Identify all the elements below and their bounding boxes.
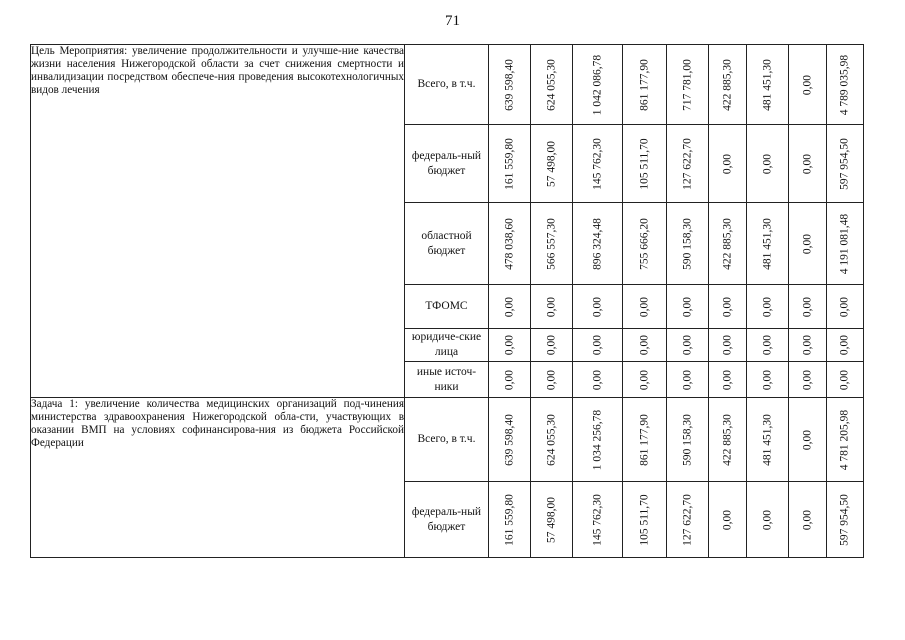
value-cell xyxy=(747,362,789,398)
value-text: 0,00 xyxy=(801,429,813,450)
value-cell xyxy=(489,398,531,482)
value-text: 161 559,80 xyxy=(503,137,515,190)
value-cell xyxy=(667,329,709,362)
value-cell xyxy=(709,125,747,203)
value-text: 0,00 xyxy=(591,369,603,390)
value-cell xyxy=(789,125,827,203)
value-text: 597 954,50 xyxy=(838,137,851,190)
funding-source-label: федераль-ный бюджет xyxy=(405,482,489,558)
value-text: 0,00 xyxy=(503,334,515,356)
value-cell xyxy=(709,329,747,362)
value-cell xyxy=(827,482,864,558)
value-text: 624 055,30 xyxy=(545,58,557,111)
task-description: Задача 1: увеличение количества медицинских организаций под-чинения министерства здравоохранения Нижегородской обла-сти, участвующих в оказании ВМП на условиях софинансирова-ния из бюджета Российской Федерации xyxy=(31,398,405,558)
budget-table xyxy=(30,44,864,558)
value-cell xyxy=(531,329,573,362)
value-text: 0,00 xyxy=(591,296,603,317)
value-cell xyxy=(573,285,623,329)
value-cell xyxy=(623,482,667,558)
value-cell xyxy=(489,362,531,398)
value-text: 105 511,70 xyxy=(638,493,650,546)
value-cell xyxy=(667,398,709,482)
value-text: 0,00 xyxy=(838,296,851,317)
value-text: 0,00 xyxy=(801,233,813,254)
value-text: 127 622,70 xyxy=(681,137,693,190)
value-cell xyxy=(489,285,531,329)
value-text: 896 324,48 xyxy=(591,217,603,270)
value-cell xyxy=(667,362,709,398)
value-text: 0,00 xyxy=(591,334,603,356)
value-text: 127 622,70 xyxy=(681,493,693,546)
value-cell xyxy=(827,285,864,329)
value-cell xyxy=(667,285,709,329)
value-text: 0,00 xyxy=(801,296,813,317)
value-cell xyxy=(573,125,623,203)
goal-row xyxy=(31,45,864,125)
value-text: 481 451,30 xyxy=(761,58,773,111)
value-cell xyxy=(789,203,827,285)
value-text: 57 498,00 xyxy=(545,496,557,543)
value-cell xyxy=(827,362,864,398)
value-cell xyxy=(623,362,667,398)
value-cell xyxy=(489,482,531,558)
value-text: 0,00 xyxy=(761,369,773,390)
funding-source-label: областной бюджет xyxy=(405,203,489,285)
value-cell xyxy=(709,285,747,329)
value-text: 0,00 xyxy=(761,153,773,174)
value-cell xyxy=(623,285,667,329)
value-text: 0,00 xyxy=(681,334,693,356)
value-cell xyxy=(827,203,864,285)
value-cell xyxy=(489,329,531,362)
value-cell xyxy=(531,203,573,285)
value-cell xyxy=(827,329,864,362)
value-cell xyxy=(747,398,789,482)
value-cell xyxy=(789,329,827,362)
goal-description: Цель Мероприятия: увеличение продолжительности и улучше-ние качества жизни населения Нижегородской области за счет снижения смертности и инвалидизации посредством обеспече-ния проведения высокотехнологичных видов лечения xyxy=(31,45,405,398)
value-cell xyxy=(667,125,709,203)
value-cell xyxy=(573,45,623,125)
value-text: 0,00 xyxy=(638,296,650,317)
value-text: 0,00 xyxy=(761,334,773,356)
value-cell xyxy=(747,329,789,362)
value-text: 422 885,30 xyxy=(721,413,733,466)
value-text: 4 789 035,98 xyxy=(838,54,851,115)
value-cell xyxy=(709,203,747,285)
value-text: 0,00 xyxy=(838,334,851,356)
value-text: 145 762,30 xyxy=(591,493,603,546)
value-text: 0,00 xyxy=(801,369,813,390)
value-cell xyxy=(623,203,667,285)
value-text: 755 666,20 xyxy=(638,217,650,270)
value-cell xyxy=(667,45,709,125)
value-cell xyxy=(667,203,709,285)
value-text: 1 034 256,78 xyxy=(591,409,603,470)
value-cell xyxy=(789,45,827,125)
value-text: 161 559,80 xyxy=(503,493,515,546)
value-text: 861 177,90 xyxy=(638,413,650,466)
value-text: 57 498,00 xyxy=(545,140,557,187)
value-cell xyxy=(789,398,827,482)
value-text: 0,00 xyxy=(801,153,813,174)
value-text: 478 038,60 xyxy=(503,217,515,270)
value-cell xyxy=(709,398,747,482)
value-text: 4 781 205,98 xyxy=(838,409,851,470)
value-cell xyxy=(573,329,623,362)
value-text: 0,00 xyxy=(545,334,557,356)
value-cell xyxy=(531,125,573,203)
value-text: 481 451,30 xyxy=(761,413,773,466)
value-text: 590 158,30 xyxy=(681,413,693,466)
funding-source-label: федераль-ный бюджет xyxy=(405,125,489,203)
funding-source-label: Всего, в т.ч. xyxy=(405,45,489,125)
value-cell xyxy=(747,125,789,203)
value-text: 481 451,30 xyxy=(761,217,773,270)
value-text: 105 511,70 xyxy=(638,137,650,190)
value-text: 0,00 xyxy=(638,369,650,390)
value-text: 0,00 xyxy=(721,509,733,530)
value-text: 0,00 xyxy=(838,369,851,390)
value-text: 0,00 xyxy=(801,509,813,530)
value-text: 0,00 xyxy=(761,509,773,530)
value-text: 0,00 xyxy=(801,334,813,356)
value-cell xyxy=(747,285,789,329)
value-cell xyxy=(623,45,667,125)
funding-source-label: Всего, в т.ч. xyxy=(405,398,489,482)
value-text: 0,00 xyxy=(545,296,557,317)
value-text: 0,00 xyxy=(638,334,650,356)
value-cell xyxy=(789,285,827,329)
value-text: 624 055,30 xyxy=(545,413,557,466)
value-text: 0,00 xyxy=(503,369,515,390)
value-text: 0,00 xyxy=(545,369,557,390)
value-cell xyxy=(667,482,709,558)
value-text: 861 177,90 xyxy=(638,58,650,111)
funding-source-label: ТФОМС xyxy=(405,285,489,329)
value-cell xyxy=(623,398,667,482)
value-text: 422 885,30 xyxy=(721,217,733,270)
page-number: 71 xyxy=(445,13,460,29)
value-cell xyxy=(573,203,623,285)
value-text: 0,00 xyxy=(721,153,733,174)
value-text: 0,00 xyxy=(721,369,733,390)
value-cell xyxy=(827,398,864,482)
value-cell xyxy=(573,482,623,558)
value-text: 1 042 086,78 xyxy=(591,54,603,115)
value-cell xyxy=(747,203,789,285)
funding-source-label: иные источ-ники xyxy=(405,362,489,398)
task-row xyxy=(31,398,864,482)
value-text: 566 557,30 xyxy=(545,217,557,270)
value-cell xyxy=(573,398,623,482)
value-cell xyxy=(709,45,747,125)
value-cell xyxy=(489,203,531,285)
value-text: 0,00 xyxy=(681,296,693,317)
value-cell xyxy=(531,45,573,125)
value-cell xyxy=(827,45,864,125)
value-text: 0,00 xyxy=(721,296,733,317)
value-text: 590 158,30 xyxy=(681,217,693,270)
value-cell xyxy=(573,362,623,398)
value-text: 639 598,40 xyxy=(503,413,515,466)
value-text: 0,00 xyxy=(761,296,773,317)
value-cell xyxy=(489,125,531,203)
funding-source-label: юридиче-ские лица xyxy=(405,329,489,362)
value-cell xyxy=(747,45,789,125)
value-cell xyxy=(747,482,789,558)
value-text: 0,00 xyxy=(721,334,733,356)
value-cell xyxy=(489,45,531,125)
value-text: 0,00 xyxy=(503,296,515,317)
value-cell xyxy=(623,329,667,362)
value-text: 422 885,30 xyxy=(721,58,733,111)
value-text: 717 781,00 xyxy=(681,58,693,111)
value-cell xyxy=(789,482,827,558)
value-text: 0,00 xyxy=(801,74,813,95)
value-text: 4 191 081,48 xyxy=(838,213,851,274)
value-cell xyxy=(623,125,667,203)
value-text: 145 762,30 xyxy=(591,137,603,190)
value-cell xyxy=(531,398,573,482)
value-text: 639 598,40 xyxy=(503,58,515,111)
value-cell xyxy=(709,482,747,558)
value-cell xyxy=(531,482,573,558)
value-cell xyxy=(531,285,573,329)
value-cell xyxy=(827,125,864,203)
value-cell xyxy=(789,362,827,398)
value-cell xyxy=(531,362,573,398)
value-text: 597 954,50 xyxy=(838,493,851,546)
value-text: 0,00 xyxy=(681,369,693,390)
value-cell xyxy=(709,362,747,398)
